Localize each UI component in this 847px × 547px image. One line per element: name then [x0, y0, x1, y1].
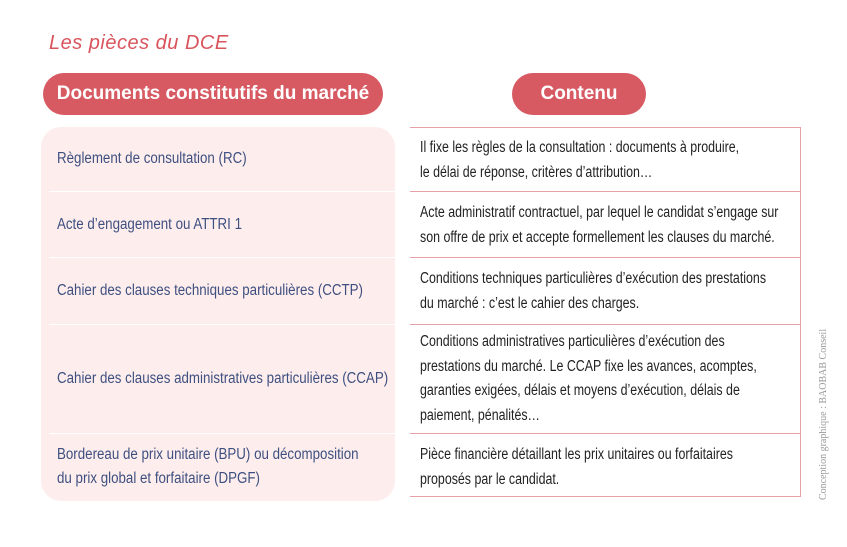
contenu-line: Conditions administratives particulières d’exécution des: [420, 333, 725, 350]
design-credit: Conception graphique : BAOBAB Conseil: [818, 328, 829, 500]
contenu-line: Acte administratif contractuel, par lequel le candidat s’engage sur: [420, 204, 779, 221]
document-row: [41, 258, 395, 324]
contenu-line: le délai de réponse, critères d’attribution…: [420, 163, 653, 181]
contenu-line: proposés par le candidat.: [420, 470, 560, 488]
contenu-line: son offre de prix et accepte formellement les clauses du marché.: [420, 228, 775, 246]
header-documents-label: Documents constitutifs du marché: [56, 83, 370, 104]
header-contenu-label: Contenu: [540, 83, 618, 104]
contenu-line: paiement, pénalités…: [420, 406, 540, 424]
contenu-line: Il fixe les règles de la consultation : documents à produire,: [420, 139, 740, 156]
contenu-line: Pièce financière détaillant les prix unitaires ou forfaitaires: [420, 446, 733, 463]
document-label: Cahier des clauses administratives particulières (CCAP): [57, 370, 389, 387]
table-rule: [410, 127, 801, 128]
page-title: Les pièces du DCE: [49, 32, 229, 54]
document-row: [41, 325, 395, 433]
document-row: [41, 434, 395, 500]
contenu-line: du marché : c’est le cahier des charges.: [420, 294, 640, 312]
document-label-line: Bordereau de prix unitaire (BPU) ou décomposition: [57, 446, 359, 463]
contenu-line: Conditions techniques particulières d’exécution des prestations: [420, 270, 767, 287]
document-label-line: du prix global et forfaitaire (DPGF): [57, 470, 261, 487]
document-label-multiline: [57, 443, 408, 491]
contenu-line: prestations du marché. Le CCAP fixe les avances, acomptes,: [420, 357, 757, 375]
document-label: Règlement de consultation (RC): [57, 150, 247, 167]
document-label: Cahier des clauses techniques particulières (CCTP): [57, 282, 363, 299]
document-row: [41, 192, 395, 257]
contenu-cell: [420, 443, 800, 492]
header-documents: [43, 73, 383, 115]
document-row: [41, 127, 395, 191]
contenu-cell: [420, 330, 800, 428]
contenu-cell: [420, 136, 800, 185]
table-rule: [410, 324, 801, 325]
document-label: Acte d’engagement ou ATTRI 1: [57, 215, 243, 233]
table-rule: [410, 191, 801, 192]
contenu-cell: [420, 267, 800, 316]
table-rule: [410, 433, 801, 434]
contenu-line: garanties exigées, délais et moyens d’exécution, délais de: [420, 382, 740, 399]
table-rule: [410, 257, 801, 258]
contenu-cell: [420, 201, 800, 250]
header-contenu: [512, 73, 646, 115]
